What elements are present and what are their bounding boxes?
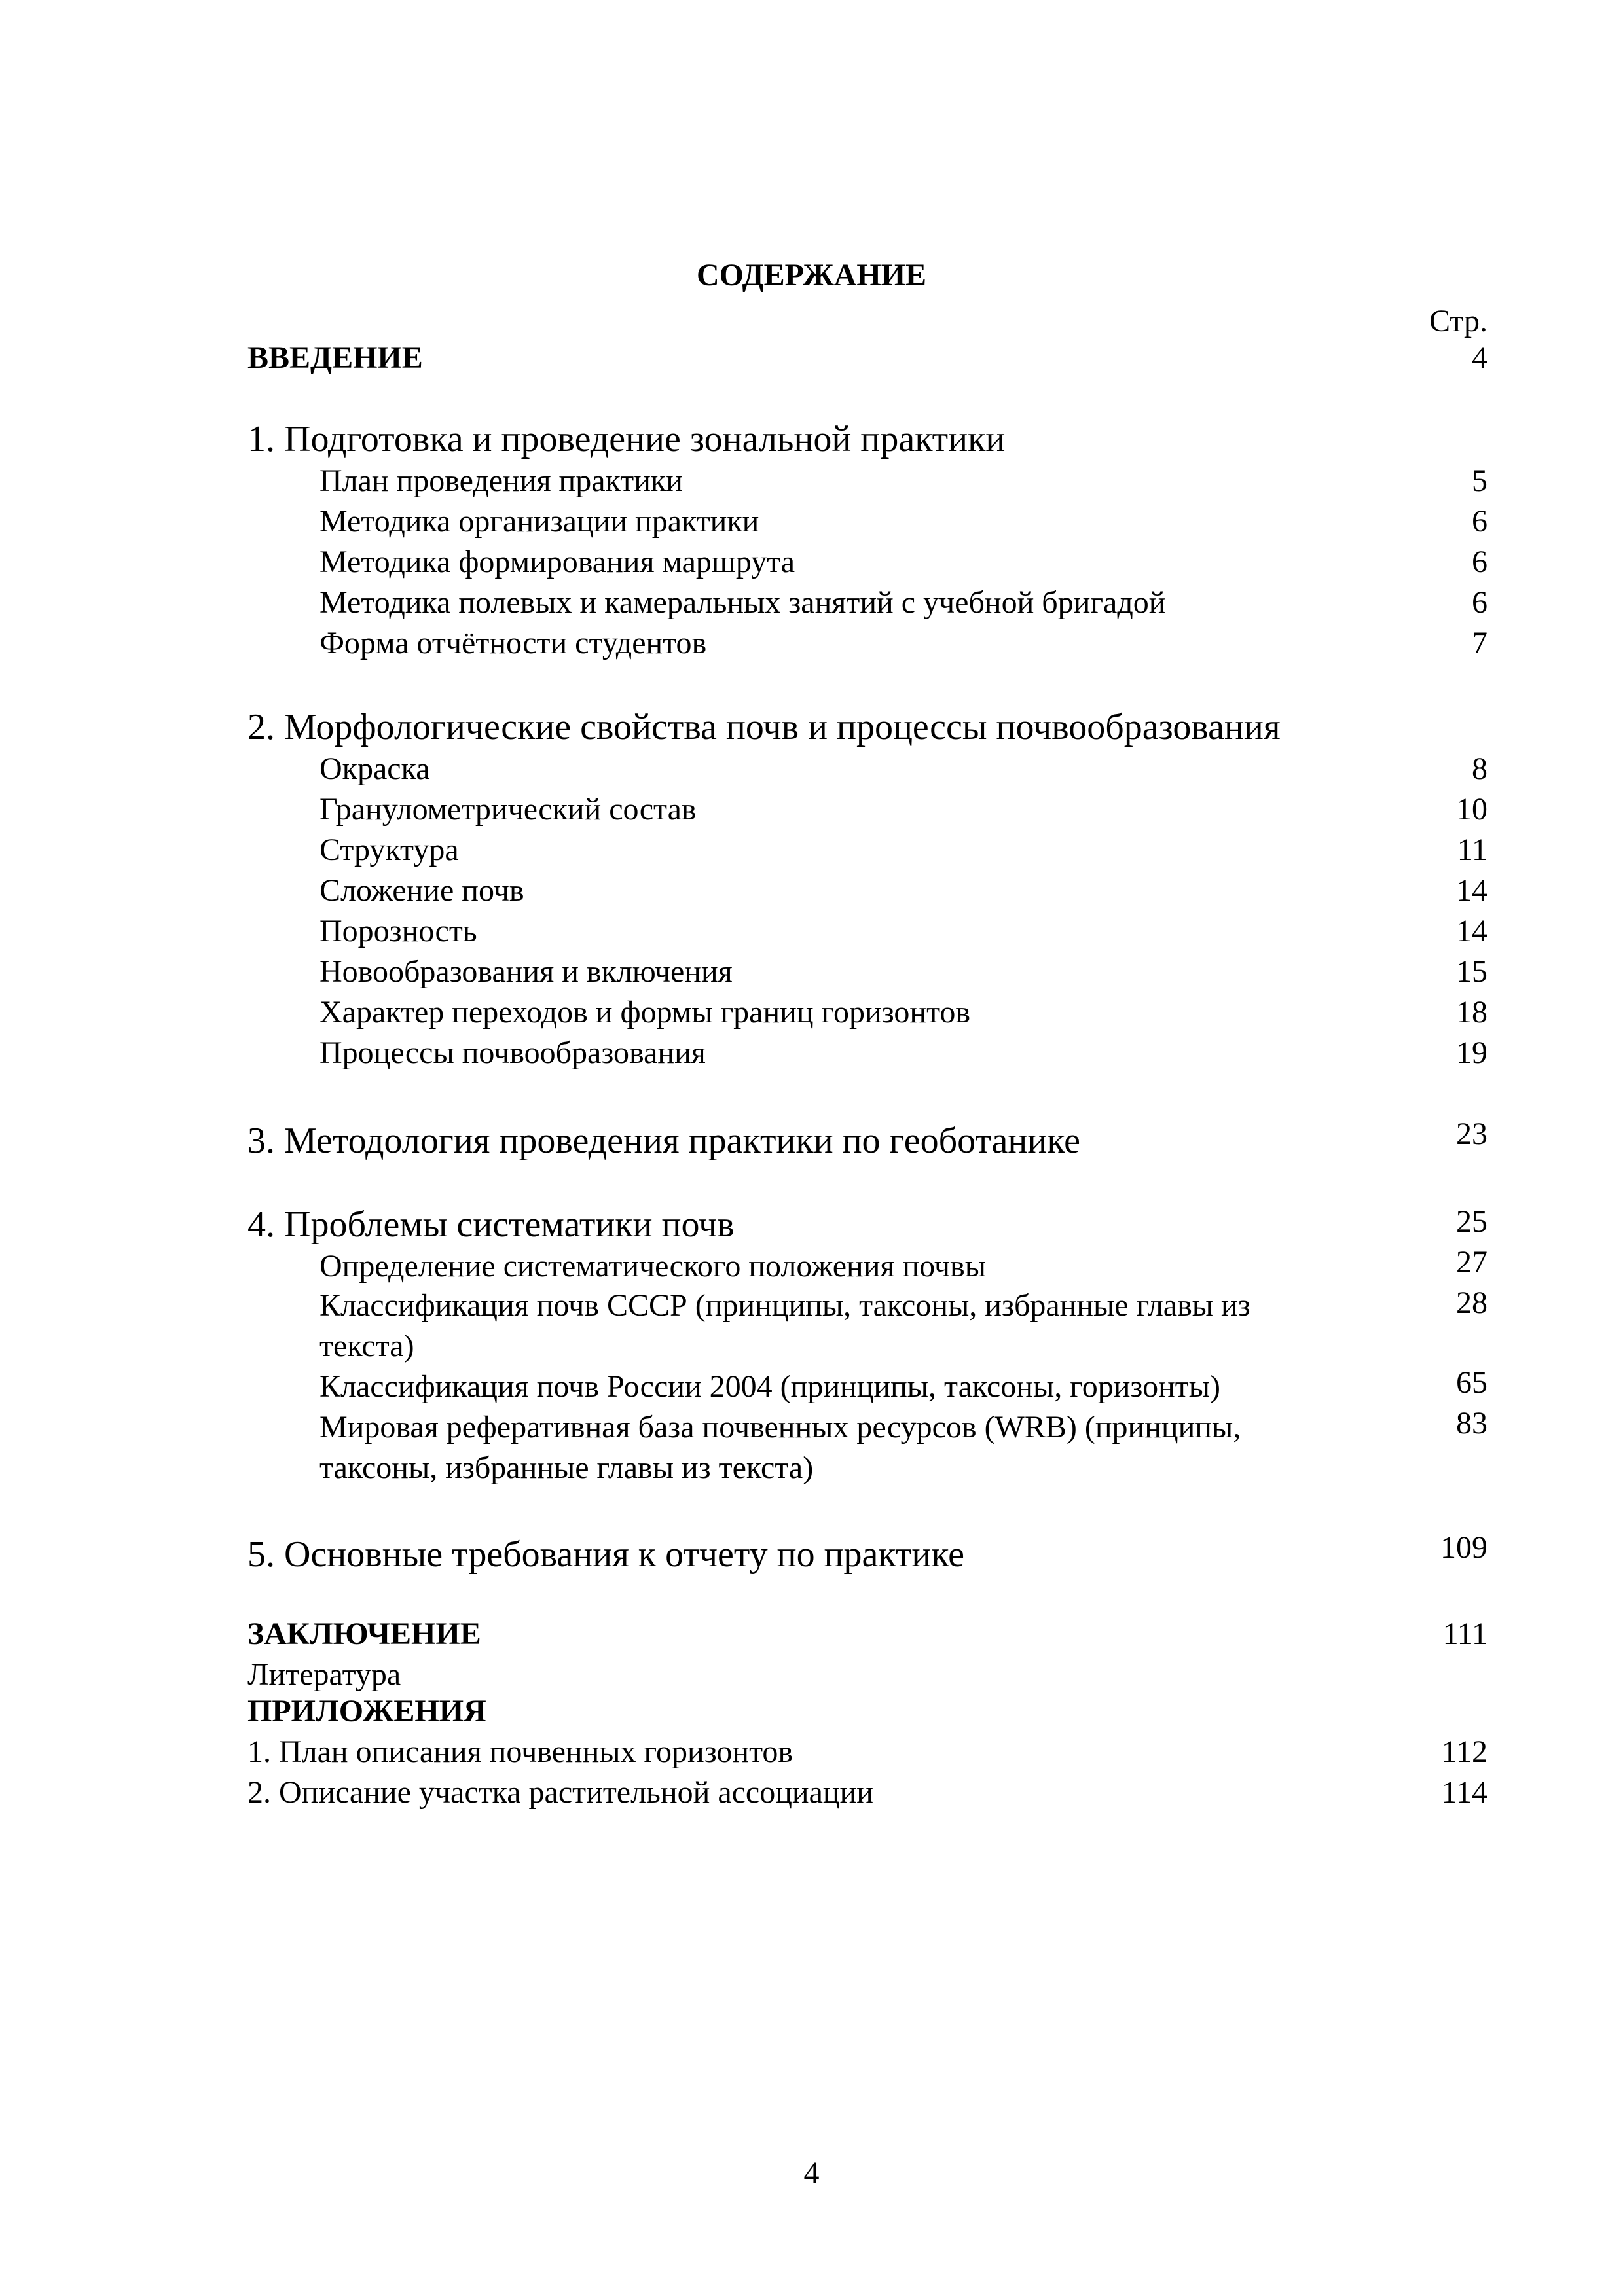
toc-item-page: 10	[1456, 792, 1487, 827]
toc-item: Методика формирования маршрута	[319, 545, 795, 579]
page-number: 4	[803, 2156, 820, 2191]
toc-appendix-page: 114	[1441, 1775, 1487, 1810]
toc-section3-heading: 3. Методология проведения практики по геоботанике	[247, 1121, 1081, 1161]
toc-item: Окраска	[319, 751, 430, 786]
toc-item: Классификация почв России 2004 (принципы, таксоны, горизонты)	[319, 1369, 1220, 1404]
toc-item: План проведения практики	[319, 463, 683, 498]
toc-appendix-page: 112	[1441, 1734, 1487, 1769]
toc-item-page: 8	[1472, 751, 1487, 786]
toc-item: Сложение почв	[319, 873, 524, 908]
toc-section5-heading: 5. Основные требования к отчету по практике	[247, 1534, 964, 1575]
toc-item-page: 6	[1472, 504, 1487, 539]
toc-item-page: 14	[1456, 873, 1487, 908]
toc-item: Методика полевых и камеральных занятий с учебной бригадой	[319, 585, 1166, 620]
toc-intro-label: ВВЕДЕНИЕ	[247, 340, 423, 375]
toc-section3-page: 23	[1456, 1117, 1487, 1151]
toc-item-page: 6	[1472, 545, 1487, 579]
toc-section2-heading: 2. Морфологические свойства почв и процессы почвообразования	[247, 707, 1281, 747]
toc-section4-heading: 4. Проблемы систематики почв	[247, 1204, 735, 1245]
toc-appendices-label: ПРИЛОЖЕНИЯ	[247, 1694, 486, 1729]
toc-item: Определение систематического положения почвы	[319, 1249, 986, 1283]
toc-conclusion-label: ЗАКЛЮЧЕНИЕ	[247, 1617, 481, 1651]
toc-item: Форма отчётности студентов	[319, 626, 707, 660]
toc-intro-page: 4	[1472, 340, 1487, 375]
toc-item: Характер переходов и формы границ горизонтов	[319, 995, 971, 1030]
toc-item: Мировая реферативная база почвенных ресурсов (WRB) (принципы,	[319, 1410, 1241, 1444]
toc-item-page: 14	[1456, 914, 1487, 948]
toc-item-page: 5	[1472, 463, 1487, 498]
toc-item: Классификация почв СССР (принципы, таксоны, избранные главы из	[319, 1288, 1250, 1323]
toc-item-page: 11	[1457, 833, 1487, 867]
toc-item-page: 6	[1472, 585, 1487, 620]
toc-item: Гранулометрический состав	[319, 792, 697, 827]
toc-section5-page: 109	[1440, 1530, 1487, 1565]
toc-item-continuation: текста)	[319, 1329, 414, 1363]
toc-conclusion-page: 111	[1442, 1617, 1487, 1651]
toc-section4-page: 25	[1456, 1204, 1487, 1239]
toc-item-page: 65	[1456, 1365, 1487, 1400]
page-column-header: Стр.	[1429, 304, 1487, 338]
toc-item: Методика организации практики	[319, 504, 759, 539]
toc-item-page: 18	[1456, 995, 1487, 1030]
toc-item-page: 28	[1456, 1285, 1487, 1320]
toc-item-page: 83	[1456, 1406, 1487, 1441]
toc-appendix-item: 1. План описания почвенных горизонтов	[247, 1734, 793, 1769]
toc-item: Процессы почвообразования	[319, 1035, 706, 1070]
toc-item-page: 19	[1456, 1035, 1487, 1070]
toc-section1-heading: 1. Подготовка и проведение зональной практики	[247, 419, 1006, 459]
toc-item: Порозность	[319, 914, 477, 948]
toc-item-continuation: таксоны, избранные главы из текста)	[319, 1450, 814, 1485]
toc-item-page: 27	[1456, 1245, 1487, 1280]
toc-item: Новообразования и включения	[319, 954, 733, 989]
toc-literature-label: Литература	[247, 1657, 401, 1692]
toc-item-page: 7	[1472, 626, 1487, 660]
toc-appendix-item: 2. Описание участка растительной ассоциации	[247, 1775, 873, 1810]
toc-item: Структура	[319, 833, 459, 867]
toc-title: СОДЕРЖАНИЕ	[696, 258, 927, 293]
toc-item-page: 15	[1456, 954, 1487, 989]
